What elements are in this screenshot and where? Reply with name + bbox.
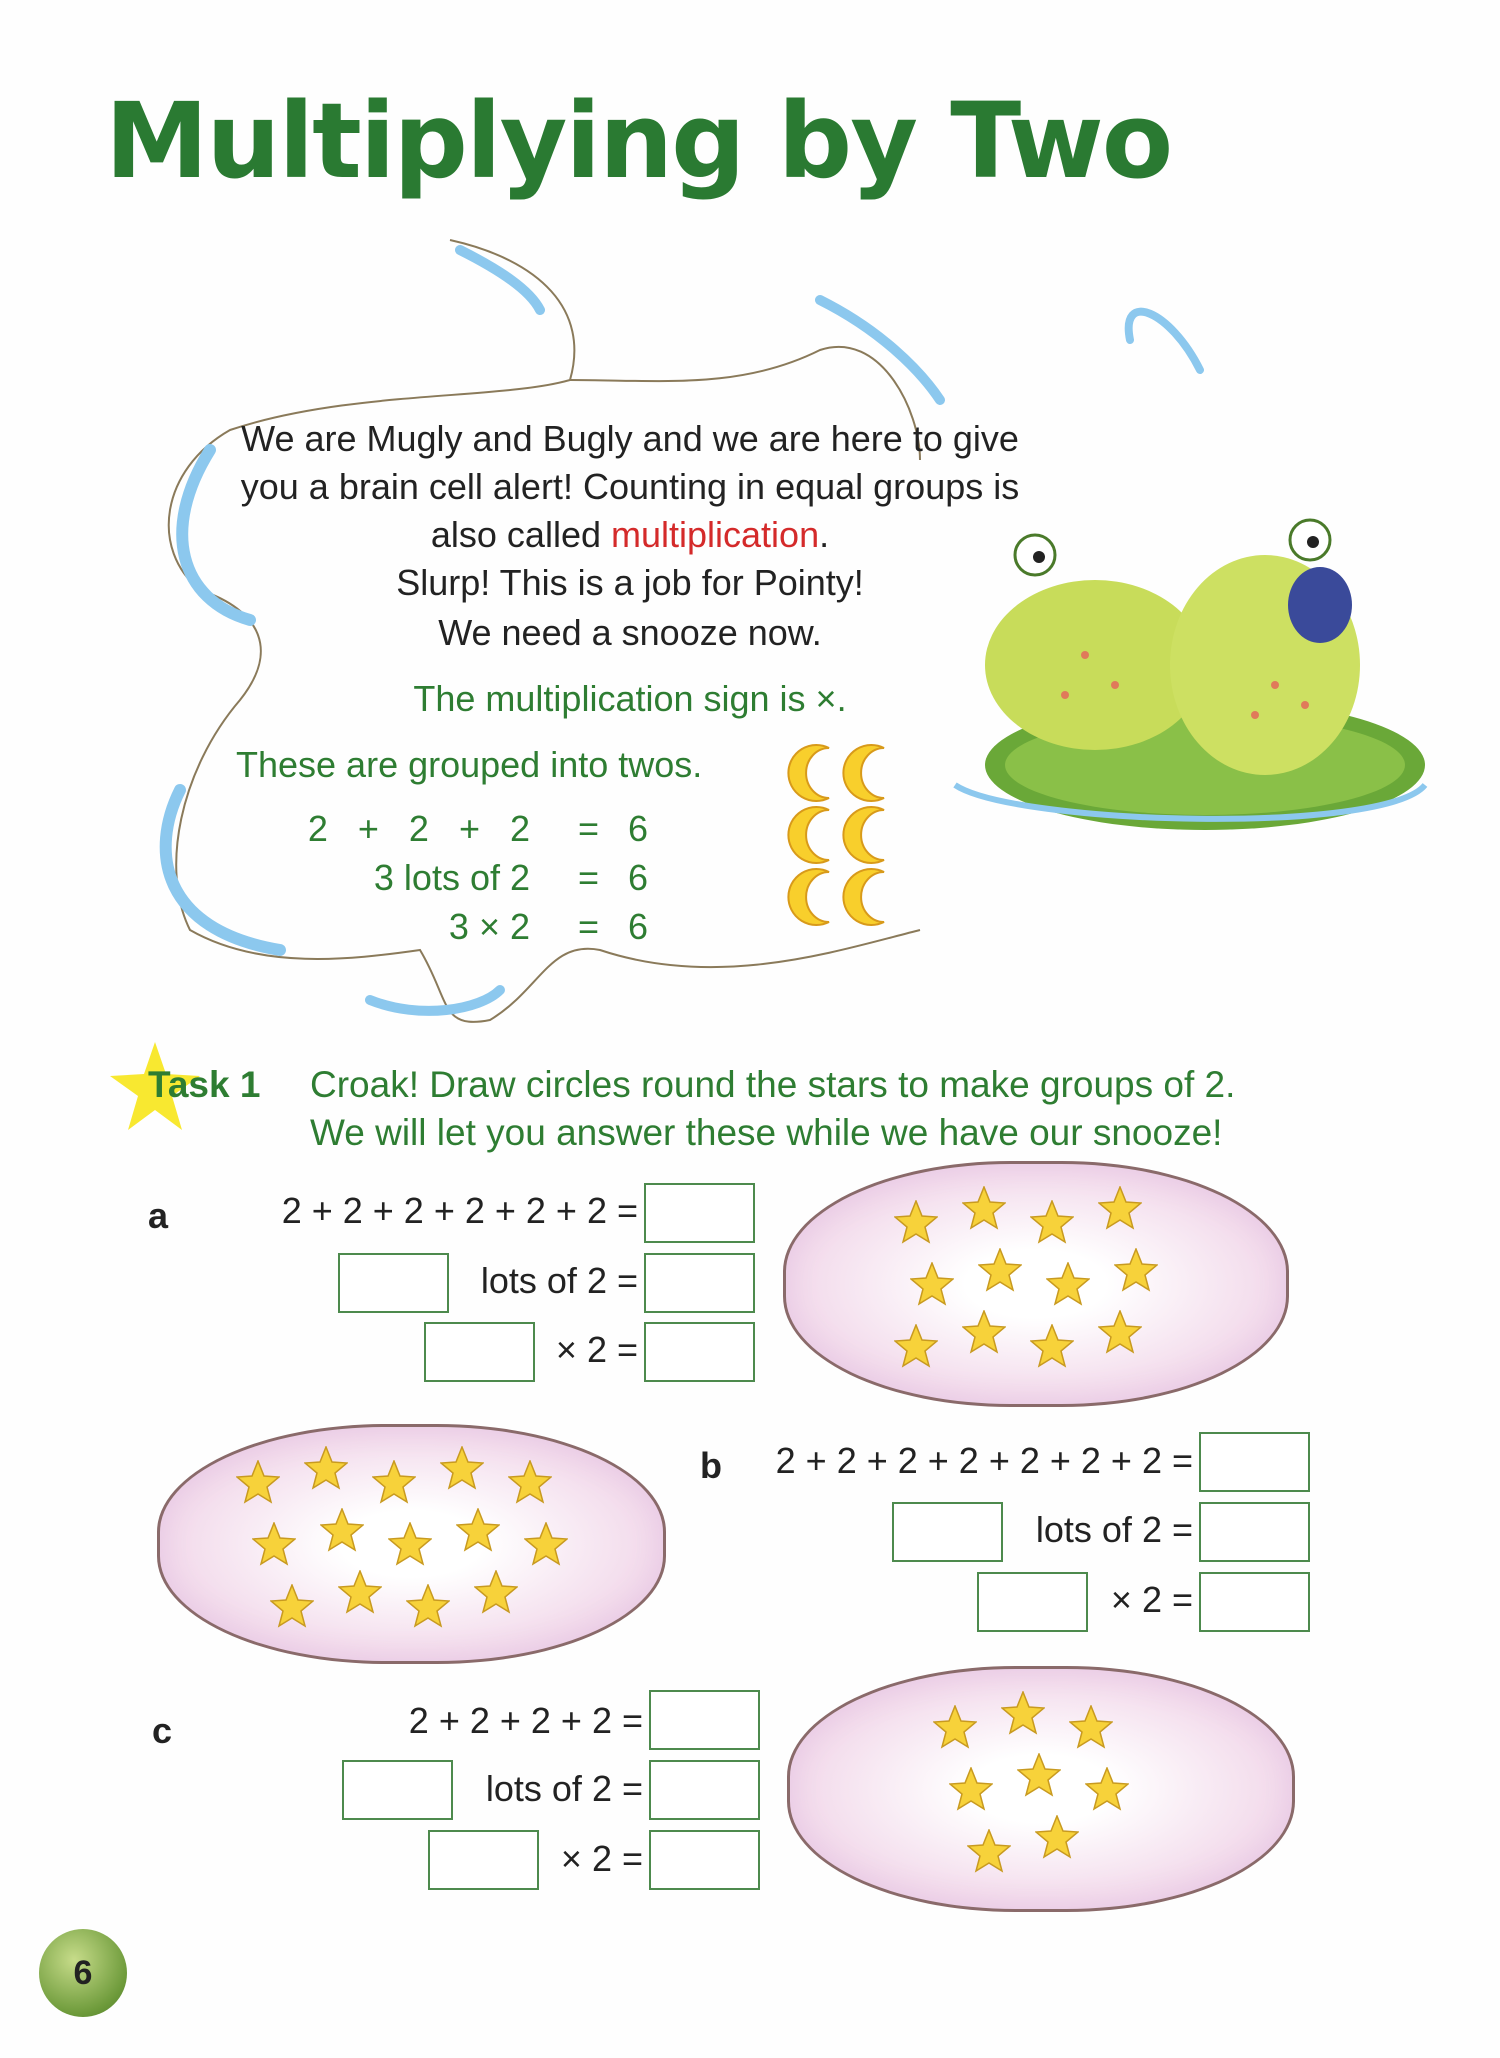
star-icon <box>236 1460 280 1504</box>
intro-line-4: Slurp! This is a job for Pointy! <box>396 562 864 603</box>
moon-icon <box>788 745 829 801</box>
question-b-label: b <box>700 1445 722 1486</box>
star-icon <box>1030 1200 1074 1244</box>
question-b-lots-count[interactable] <box>892 1502 1003 1562</box>
star-icon <box>1098 1310 1142 1354</box>
page-title: Multiplying by Two <box>105 80 1172 202</box>
star-icon <box>1098 1186 1142 1230</box>
example-eq-2: = <box>578 857 600 898</box>
moon-icon <box>843 745 884 801</box>
star-icon <box>894 1324 938 1368</box>
task-instruction-2: We will let you answer these while we have our snooze! <box>310 1112 1223 1153</box>
question-b-sum-answer[interactable] <box>1199 1432 1310 1492</box>
question-b-times-answer[interactable] <box>1199 1572 1310 1632</box>
example-left-1: 2 + 2 + 2 <box>307 808 530 849</box>
star-icon <box>440 1446 484 1490</box>
example-res-1: 6 <box>628 808 649 849</box>
task-label: Task 1 <box>148 1064 261 1105</box>
star-icon <box>252 1522 296 1566</box>
star-icon <box>304 1446 348 1490</box>
star-icon <box>910 1262 954 1306</box>
star-icon <box>270 1584 314 1628</box>
star-icon <box>338 1570 382 1614</box>
star-icon <box>967 1829 1011 1873</box>
star-icon <box>978 1248 1022 1292</box>
star-icon <box>949 1767 993 1811</box>
question-a-lots-answer[interactable] <box>644 1253 755 1313</box>
question-a-times-count[interactable] <box>424 1322 535 1382</box>
question-a-times-answer[interactable] <box>644 1322 755 1382</box>
question-c-lots: lots of 2 = <box>485 1768 643 1809</box>
star-icon <box>933 1705 977 1749</box>
question-a-times: × 2 = <box>555 1329 638 1370</box>
star-icon <box>320 1508 364 1552</box>
question-b-times: × 2 = <box>1110 1579 1193 1620</box>
question-a-sum-answer[interactable] <box>644 1183 755 1243</box>
intro-line-5: We need a snooze now. <box>438 612 822 653</box>
question-a-lots-count[interactable] <box>338 1253 449 1313</box>
star-icon <box>474 1570 518 1614</box>
example-left-3: 3 × 2 <box>448 906 530 947</box>
intro-line-2: you a brain cell alert! Counting in equal groups is <box>240 466 1020 507</box>
question-c-lots-answer[interactable] <box>649 1760 760 1820</box>
intro-line-3-post: . <box>819 514 830 555</box>
star-icon <box>524 1522 568 1566</box>
star-cloud-c <box>787 1666 1295 1912</box>
moon-icon <box>843 807 884 863</box>
star-icon <box>1069 1705 1113 1749</box>
question-a-sum: 2 + 2 + 2 + 2 + 2 + 2 = <box>281 1190 638 1231</box>
task-instruction-1: Croak! Draw circles round the stars to make groups of 2. <box>310 1064 1236 1105</box>
star-icon <box>1030 1324 1074 1368</box>
question-c-times-count[interactable] <box>428 1830 539 1890</box>
star-icon <box>1001 1691 1045 1735</box>
star-icon <box>1046 1262 1090 1306</box>
question-c-times-answer[interactable] <box>649 1830 760 1890</box>
question-a-label: a <box>148 1195 169 1236</box>
star-icon <box>894 1200 938 1244</box>
example-res-2: 6 <box>628 857 649 898</box>
star-icon <box>1085 1767 1129 1811</box>
question-b-sum: 2 + 2 + 2 + 2 + 2 + 2 + 2 = <box>775 1440 1193 1481</box>
page-number: 6 <box>39 1929 127 2017</box>
star-icon <box>962 1186 1006 1230</box>
example-eq-1: = <box>578 808 600 849</box>
star-icon <box>508 1460 552 1504</box>
example-eq-3: = <box>578 906 600 947</box>
grouped-note: These are grouped into twos. <box>236 744 703 785</box>
star-icon <box>372 1460 416 1504</box>
star-cloud-a <box>783 1161 1289 1407</box>
question-b-lots: lots of 2 = <box>1035 1509 1193 1550</box>
moon-icon <box>788 869 829 925</box>
star-icon <box>1017 1753 1061 1797</box>
intro-line-3-pre: also called <box>430 514 611 555</box>
moons-illustration <box>774 738 894 928</box>
star-icon <box>1035 1815 1079 1859</box>
frogs-illustration <box>935 515 1435 845</box>
sign-note: The multiplication sign is ×. <box>413 678 847 719</box>
star-icon <box>1114 1248 1158 1292</box>
question-c-sum: 2 + 2 + 2 + 2 = <box>408 1700 643 1741</box>
example-left-2: 3 lots of 2 <box>373 857 530 898</box>
intro-line-1: We are Mugly and Bugly and we are here to give <box>241 418 1019 459</box>
star-cloud-b <box>157 1424 666 1664</box>
question-c-lots-count[interactable] <box>342 1760 453 1820</box>
star-icon <box>962 1310 1006 1354</box>
question-c-times: × 2 = <box>560 1838 643 1879</box>
question-b-times-count[interactable] <box>977 1572 1088 1632</box>
star-icon <box>456 1508 500 1552</box>
example-res-3: 6 <box>628 906 649 947</box>
question-c-sum-answer[interactable] <box>649 1690 760 1750</box>
question-a-lots: lots of 2 = <box>480 1260 638 1301</box>
question-b-lots-answer[interactable] <box>1199 1502 1310 1562</box>
keyword-multiplication: multiplication <box>611 514 820 555</box>
star-icon <box>388 1522 432 1566</box>
question-c-label: c <box>152 1710 173 1751</box>
moon-icon <box>843 869 884 925</box>
star-icon <box>406 1584 450 1628</box>
moon-icon <box>788 807 829 863</box>
